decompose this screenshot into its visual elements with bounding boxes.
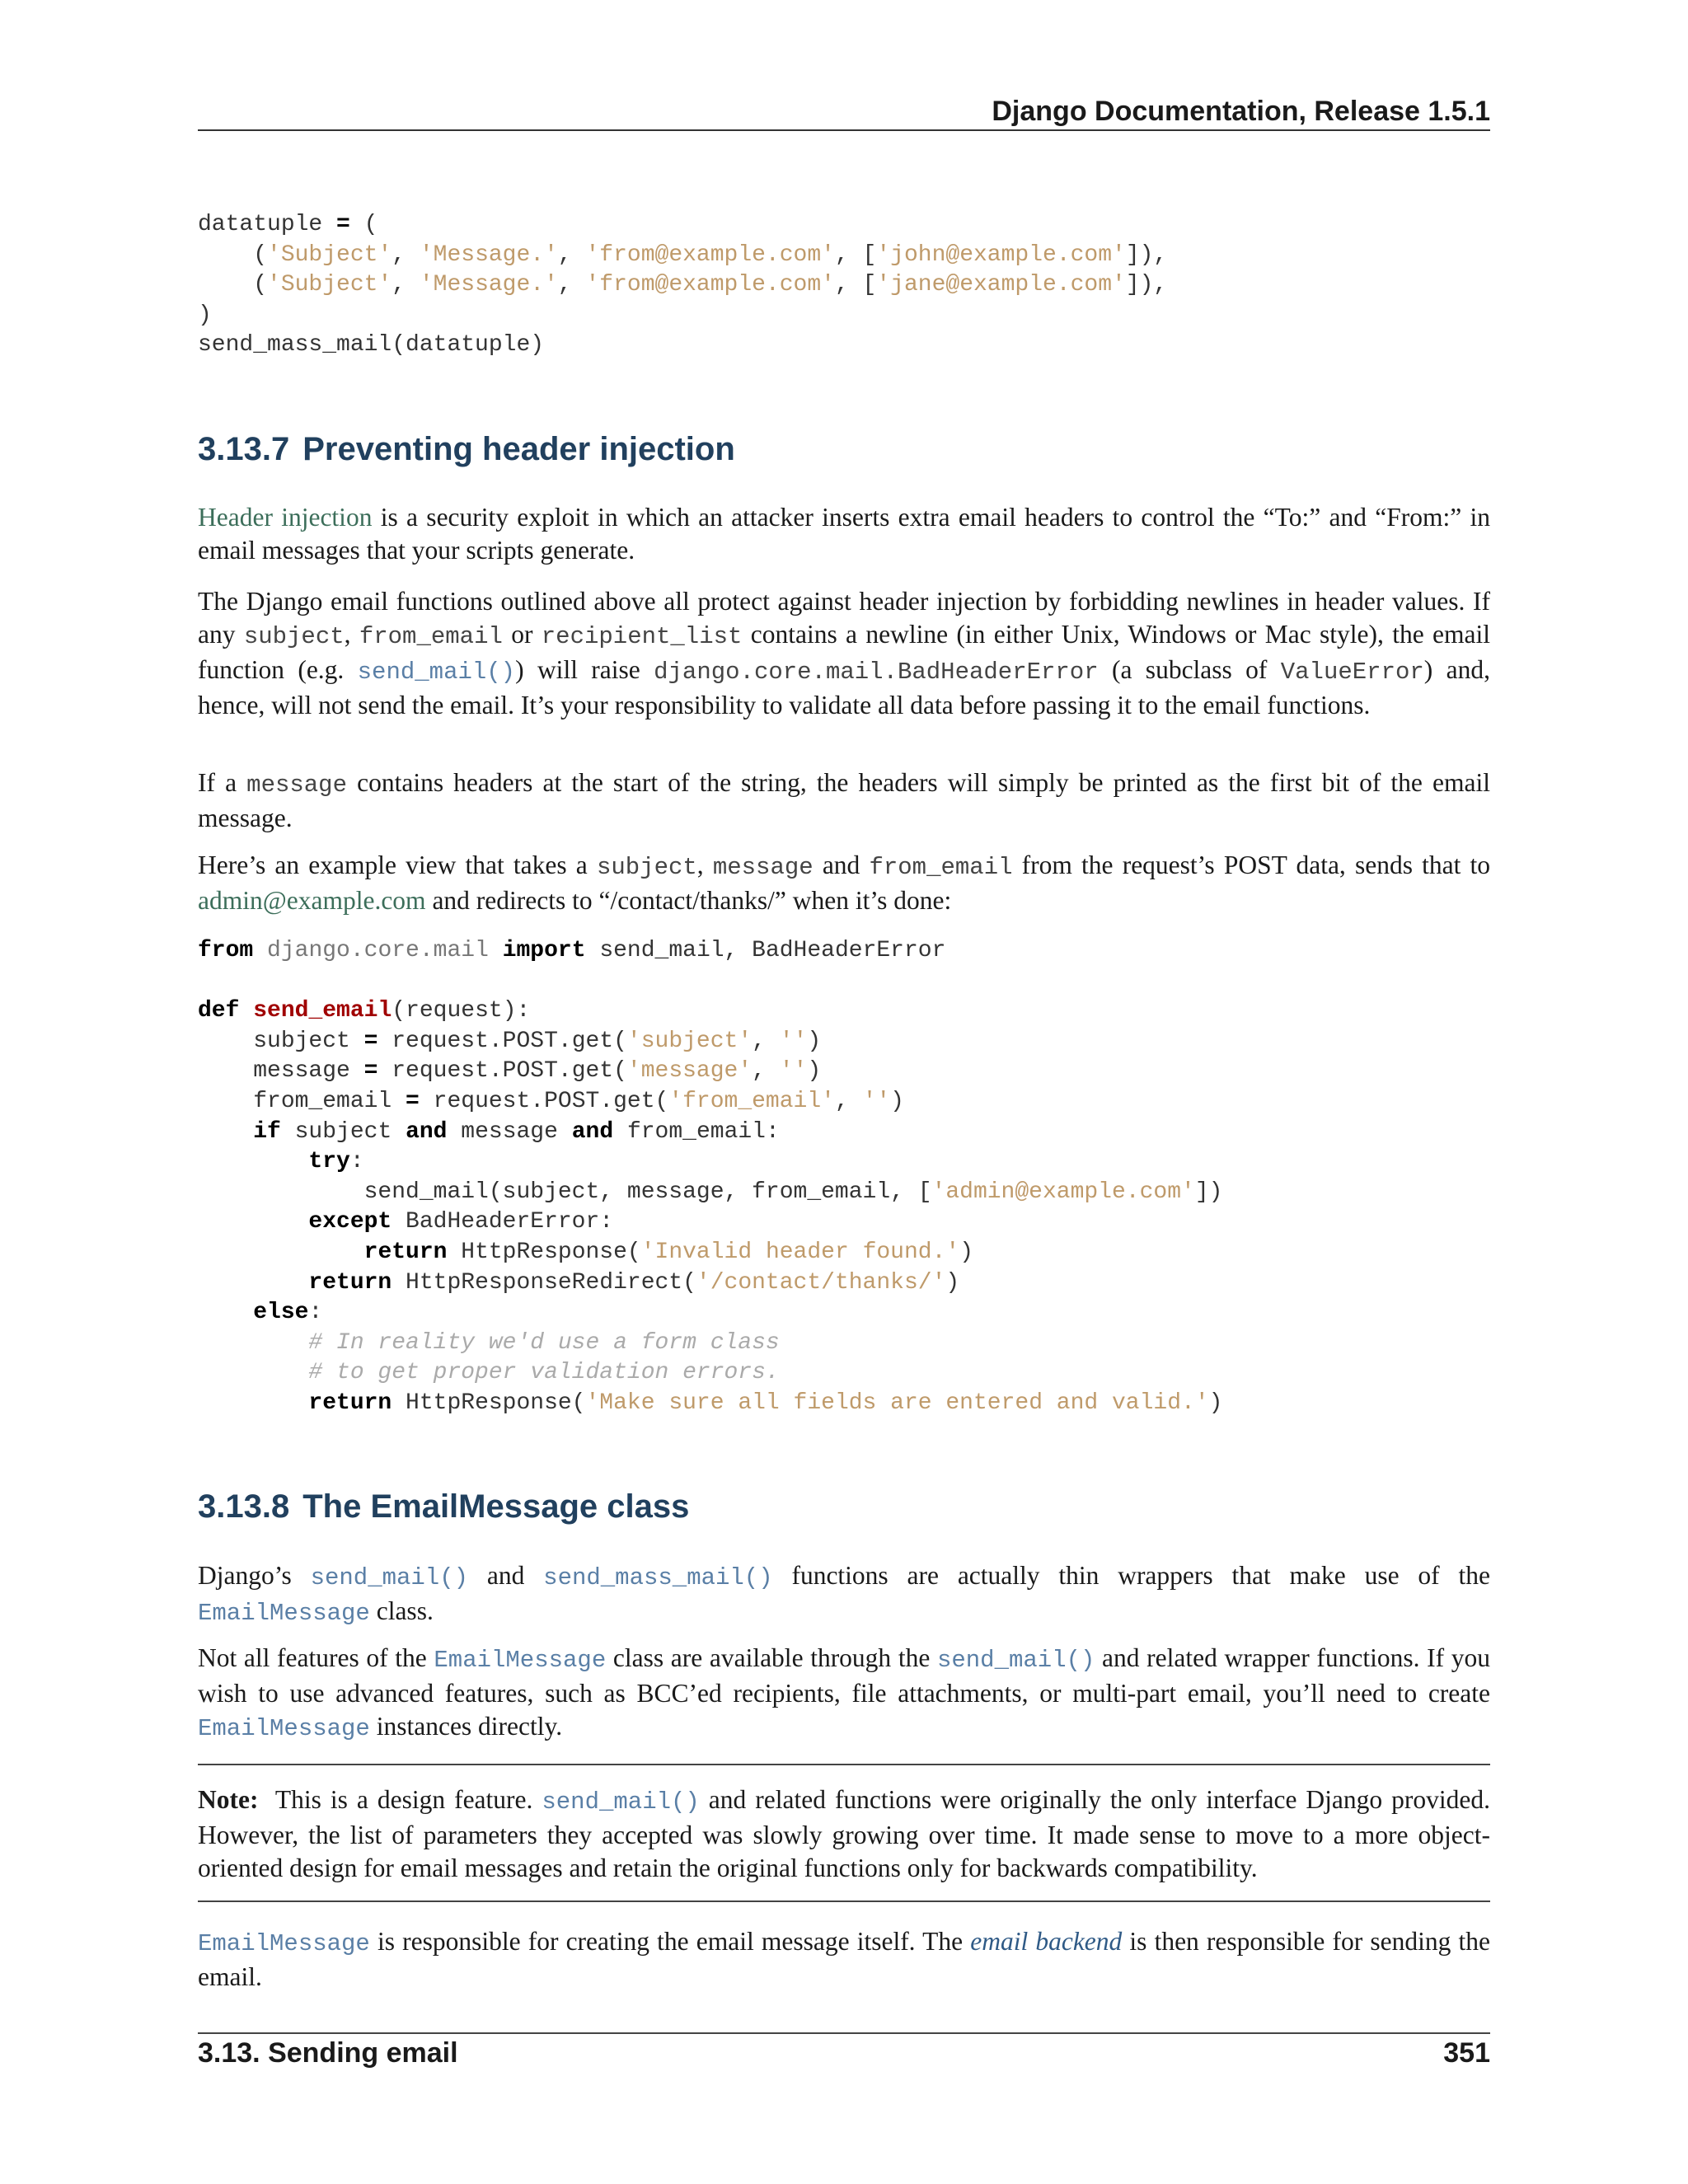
- admin-email-link[interactable]: admin@example.com: [198, 886, 426, 915]
- paragraph-protection: The Django email functions outlined above all protect against header injection by forbidding newlines in header values. If any subject, from_email or recipient_list contains a newline (in either Unix, Windows or Mac style), the email function (e.g. send_mail()) will raise django.core.mail.BadHeaderError (a subclass of ValueError) and, hence, will not send the email. It’s your responsibility to validate all data before passing it to the email functions.: [198, 587, 1491, 719]
- send-mass-mail-xref[interactable]: send_mass_mail(): [543, 1564, 773, 1591]
- footer-section-title: 3.13. Sending email: [198, 2037, 458, 2069]
- note-bottom-rule: [198, 1900, 1490, 1902]
- header-rule: [198, 129, 1490, 131]
- paragraph-example-view: Here’s an example view that takes a subject, message and from_email from the request’s POST data, sends that to admin@example.com and redirects to “/contact/thanks/” when it’s done:: [198, 851, 1491, 915]
- paragraph-advanced-features: Not all features of the EmailMessage class are available through the send_mail() and related wrapper functions. If you wish to use advanced features, such as BCC’ed recipients, file attachments, or multi-part email, you’ll need to create EmailMessage instances directly.: [198, 1643, 1490, 1742]
- section-heading-3-13-8: 3.13.8 The EmailMessage class: [198, 1488, 690, 1525]
- send-mail-xref[interactable]: send_mail(): [542, 1788, 700, 1816]
- emailmessage-xref[interactable]: EmailMessage: [434, 1647, 607, 1674]
- email-backend-link[interactable]: email backend: [970, 1927, 1123, 1956]
- send-mail-xref[interactable]: send_mail(): [357, 658, 516, 686]
- send-mail-xref[interactable]: send_mail(): [310, 1564, 469, 1591]
- code-block-datatuple: datatuple = ( ('Subject', 'Message.', 'from@example.com', ['john@example.com']), ('Subject', 'Message.', 'from@example.com', ['jane@example.com']), ) send_mass_mail(datatuple): [198, 212, 1168, 359]
- running-head: Django Documentation, Release 1.5.1: [992, 96, 1490, 127]
- note-top-rule: [198, 1764, 1490, 1765]
- send-mail-xref[interactable]: send_mail(): [936, 1647, 1095, 1674]
- paragraph-header-injection-intro: Header injection is a security exploit in which an attacker inserts extra email headers to control the “To:” and “From:” in email messages that your scripts generate.: [198, 503, 1491, 565]
- paragraph-wrappers: Django’s send_mail() and send_mass_mail() functions are actually thin wrappers that make use of the EmailMessage class.: [198, 1561, 1490, 1627]
- emailmessage-xref[interactable]: EmailMessage: [198, 1930, 370, 1957]
- header-injection-link[interactable]: Header injection: [198, 503, 373, 532]
- code-block-send-email: from django.core.mail import send_mail, BadHeaderError def send_email(request): subject = request.POST.get('subject', '') message = request.POST.get('message', '') from_email = request.POST.get('from_email', '') if subject and message and from_email: try: send_mail(subject, message, from_email, ['admin@example.com']) except BadHeaderError: return HttpResponse('Invalid header found.') return HttpResponseRedirect('/contact/thanks/') else: # In reality we'd use a form class # to get proper validation errors. return HttpResponse('Make sure all fields are entered and valid.'): [198, 938, 1223, 1416]
- note-label: Note:: [198, 1785, 259, 1814]
- section-heading-3-13-7: 3.13.7 Preventing header injection: [198, 431, 735, 467]
- paragraph-email-backend: EmailMessage is responsible for creating the email message itself. The email backend is then responsible for sending the email.: [198, 1927, 1490, 1991]
- note-box: Note: This is a design feature. send_mail() and related functions were originally the only interface Django provided. However, the list of parameters they accepted was slowly growing over time. It made sense to move to a more object-oriented design for email messages and retain the original functions only for backwards compatibility.: [198, 1785, 1490, 1882]
- emailmessage-xref[interactable]: EmailMessage: [198, 1600, 370, 1627]
- page-number: 351: [1443, 2037, 1490, 2069]
- paragraph-message-headers: If a message contains headers at the start of the string, the headers will simply be printed as the first bit of the email message.: [198, 768, 1490, 832]
- emailmessage-xref[interactable]: EmailMessage: [198, 1715, 370, 1742]
